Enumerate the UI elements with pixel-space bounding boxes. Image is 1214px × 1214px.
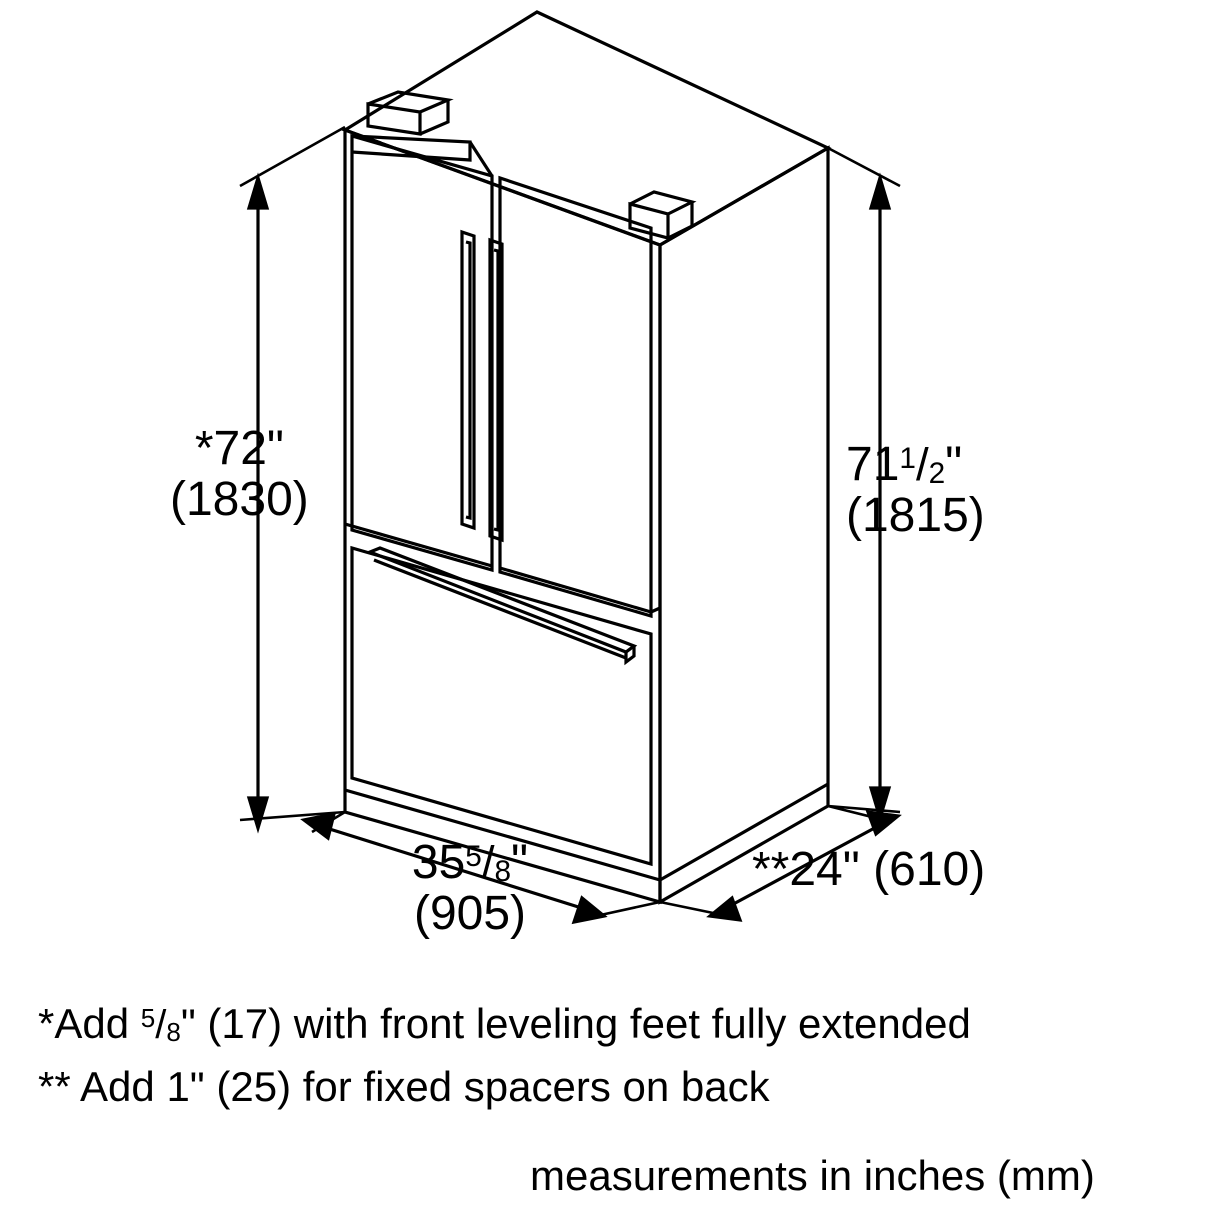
width-line1: $35^5/8$" xyxy=(411,836,529,889)
height-right-label xyxy=(846,440,985,542)
width-line2: (905) xyxy=(413,886,527,940)
note-leveling-feet xyxy=(38,1000,971,1048)
freezer-handle-inner-1 xyxy=(374,560,626,658)
depth-ext-left xyxy=(660,902,718,914)
height-left-arrow-bottom xyxy=(249,798,267,828)
depth-prefix: ** xyxy=(752,843,790,896)
depth-metric: (610) xyxy=(873,843,986,896)
height-right-arrow-top xyxy=(871,178,889,208)
depth-unit: " xyxy=(842,843,860,896)
width-label xyxy=(340,838,600,940)
depth-label xyxy=(752,845,985,896)
left-door-handle-inner xyxy=(466,242,470,518)
cabinet-side-face xyxy=(660,148,828,902)
width-arrow-left xyxy=(304,814,334,838)
note-measurement-units: measurements in inches (mm) xyxy=(530,1152,1095,1199)
height-left-line1: *72" xyxy=(194,422,284,475)
note-fixed-spacers: ** Add 1" (25) for fixed spacers on back xyxy=(38,1063,770,1110)
right-door-handle-inner xyxy=(494,250,498,530)
upper-lower-gap-left xyxy=(345,524,492,566)
right-door-panel xyxy=(500,178,651,616)
cabinet-top-face xyxy=(345,12,828,245)
height-right-ext-top xyxy=(828,148,900,186)
height-left-label xyxy=(170,424,309,526)
depth-value: 24 xyxy=(789,843,843,896)
height-left-ext-top xyxy=(240,127,345,186)
height-right-line1: $71^1/2$" xyxy=(846,438,963,491)
height-left-arrow-top xyxy=(249,178,267,208)
height-left-line2: (1830) xyxy=(170,472,309,526)
note1-fraction: $^5$/8 xyxy=(140,1003,181,1047)
note1-b: " (17) with front leveling feet fully extended xyxy=(180,1000,971,1047)
width-ext-right xyxy=(596,902,660,916)
top-left-block xyxy=(368,104,420,134)
height-right-line2: (1815) xyxy=(846,488,985,542)
right-door-top-block xyxy=(630,204,668,238)
left-door-handle xyxy=(462,232,474,528)
upper-lower-gap-right xyxy=(500,568,651,612)
note1-a: Add xyxy=(54,1000,130,1047)
note1-prefix: * xyxy=(38,1000,55,1047)
